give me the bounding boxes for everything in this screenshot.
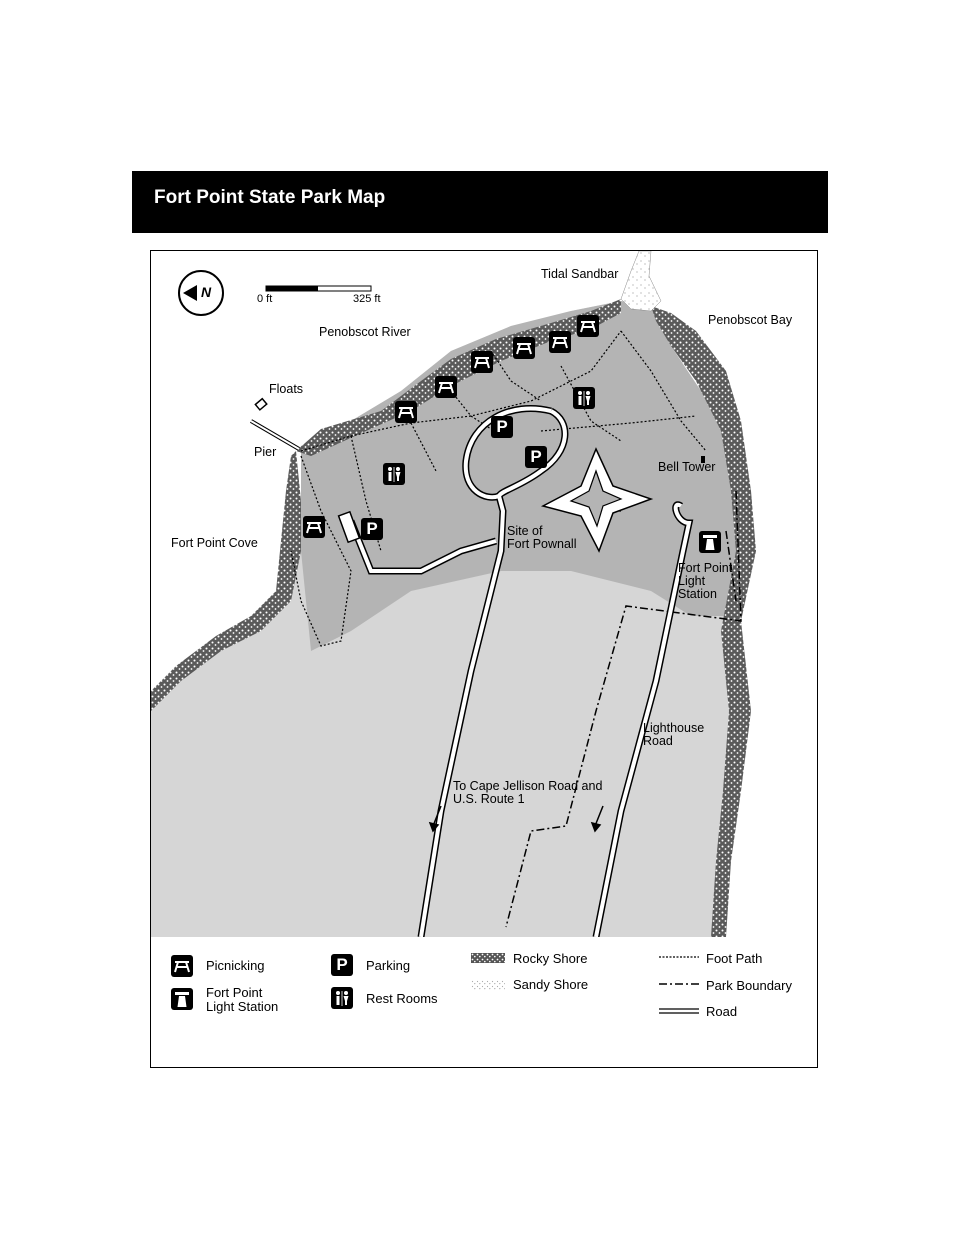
lighthouse-road-label: [643, 722, 704, 748]
legend-picnic-table-icon: [171, 955, 193, 977]
picnic-table-icon: [395, 401, 417, 423]
picnic-table-icon: [435, 376, 457, 398]
parking-icon-letter: P: [496, 417, 508, 436]
cape-jellison-line-1: To Cape Jellison Road and: [453, 779, 603, 793]
cape-jellison-label: [453, 780, 602, 806]
picnic-table-icon: [303, 516, 325, 538]
legend-park-boundary-line: [659, 980, 699, 988]
legend-light-station-label: [206, 986, 278, 1014]
legend-foot-path-line: [659, 953, 699, 961]
legend-picnicking-label: Picnicking: [206, 958, 265, 973]
bell-tower-label: Bell Tower: [658, 460, 716, 474]
fort-pownall-line-1: Site of: [507, 524, 543, 538]
fort-pownall-label: [507, 525, 576, 551]
legend-parking-icon-letter: P: [336, 955, 348, 974]
penobscot-river-label: Penobscot River: [319, 325, 411, 339]
legend-rocky-shore-swatch: [471, 953, 505, 963]
legend-road-label: Road: [706, 1004, 738, 1019]
picnic-table-icon: [513, 337, 535, 359]
fort-point-cove-label: Fort Point Cove: [171, 536, 258, 550]
page-title: Fort Point State Park Map: [154, 187, 386, 208]
legend-park-boundary-label: Park Boundary: [706, 978, 792, 993]
legend-parking-icon: [331, 954, 353, 976]
legend-parking-label: Parking: [366, 958, 411, 973]
pier-label: Pier: [254, 445, 277, 459]
legend-light-station-line-1: Fort Point: [206, 985, 263, 1000]
light-station-line-3: Station: [678, 587, 717, 601]
float-shape: [255, 399, 266, 410]
fort-pownall-line-2: Fort Pownall: [507, 537, 577, 551]
lighthouse-road-line-2: Road: [643, 734, 673, 748]
legend-sandy-shore-label: Sandy Shore: [513, 977, 589, 992]
parking-icon: [361, 518, 383, 540]
legend-restroom-icon: [331, 987, 353, 1009]
parking-icon: [491, 416, 513, 438]
restroom-icon: [383, 463, 405, 485]
legend-road-line: [659, 1007, 699, 1015]
legend-rest-rooms-label: Rest Rooms: [366, 991, 438, 1006]
lighthouse-road-line-1: Lighthouse: [643, 721, 705, 735]
light-station-line-1: Fort Point: [678, 561, 733, 575]
scale-bar: [266, 286, 371, 291]
legend-lighthouse-icon: [171, 988, 193, 1010]
map-area: [150, 250, 818, 938]
scale-start-label: 0 ft: [257, 293, 273, 305]
header-bar: [132, 171, 828, 233]
scale-end-label: 325 ft: [353, 293, 381, 305]
picnic-table-icon: [471, 351, 493, 373]
parking-icon: [525, 446, 547, 468]
light-station-line-2: Light: [678, 574, 706, 588]
tidal-sandbar-label: Tidal Sandbar: [541, 267, 619, 281]
legend-foot-path-label: Foot Path: [706, 951, 763, 966]
legend-light-station-line-2: Light Station: [206, 999, 279, 1014]
floats-label: Floats: [269, 382, 304, 396]
parking-icon-letter: P: [366, 519, 378, 538]
lighthouse-icon: [699, 531, 721, 553]
legend-rocky-shore-label: Rocky Shore: [513, 951, 588, 966]
restroom-icon: [573, 387, 595, 409]
cape-jellison-line-2: U.S. Route 1: [453, 792, 525, 806]
picnic-table-icon: [577, 315, 599, 337]
parking-icon-letter: P: [530, 447, 542, 466]
tidal-sandbar: [621, 251, 661, 311]
picnic-table-icon: [549, 331, 571, 353]
legend-sandy-shore-swatch: [471, 980, 505, 990]
penobscot-bay-label: Penobscot Bay: [708, 313, 793, 327]
legend: [150, 937, 818, 1068]
light-station-label: [678, 562, 732, 601]
compass-label: N: [201, 284, 212, 300]
